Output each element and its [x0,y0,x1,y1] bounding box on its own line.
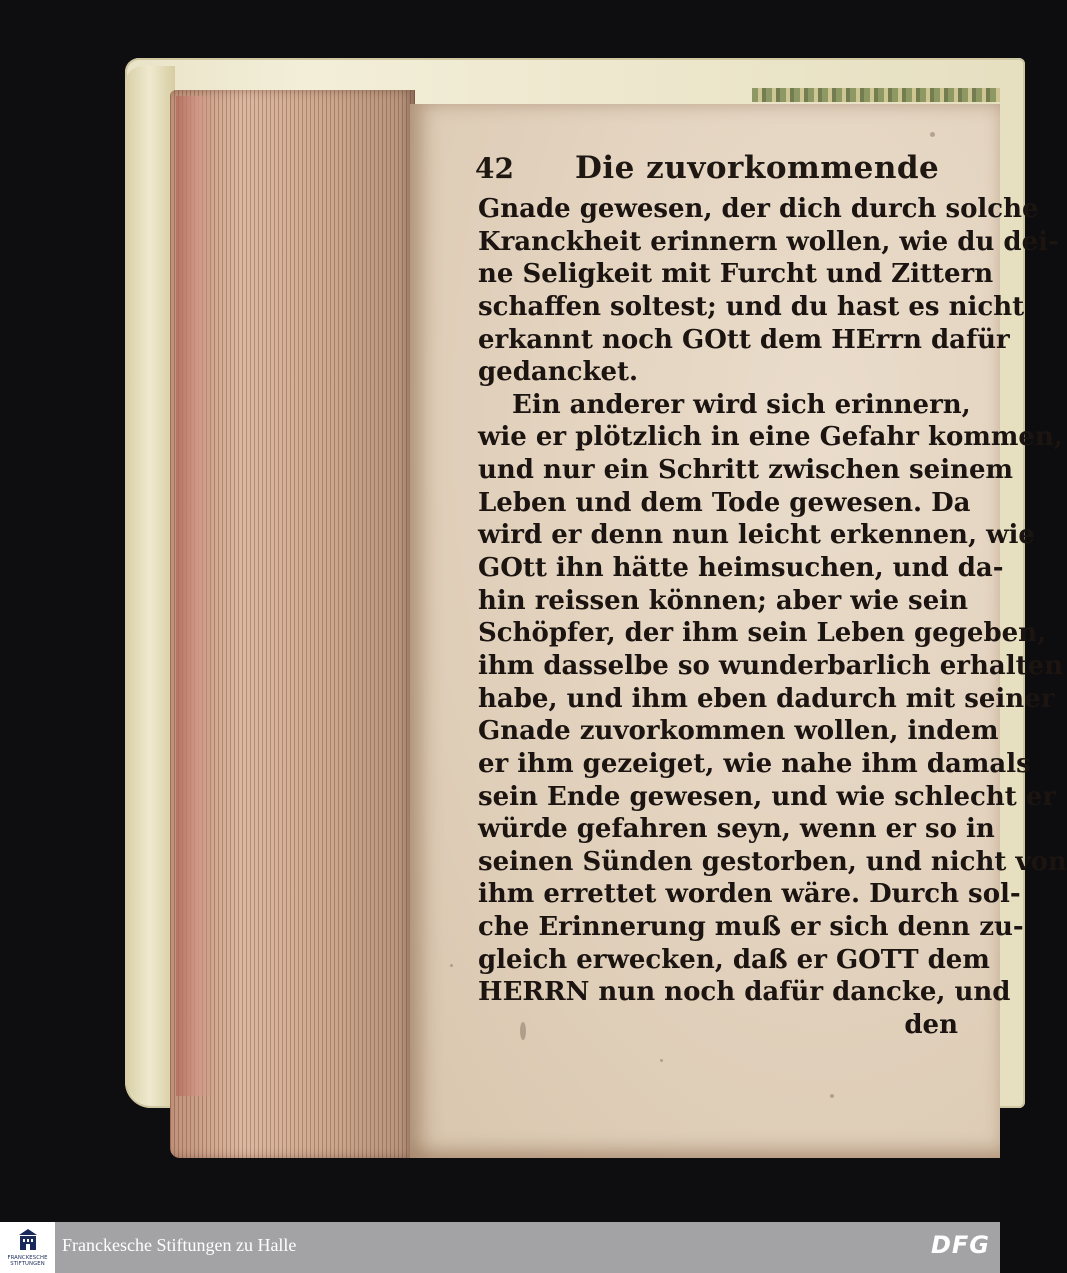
text-line: HERRN nun noch dafür dancke, und [478,977,1011,1008]
text-line: und nur ein Schritt zwischen seinem [478,455,1014,486]
logo-text-line1: FRANCKESCHE [7,1255,48,1261]
text-line: ihm errettet worden wäre. Durch sol- [478,879,1021,910]
text-line: seinen Sünden gestorben, und nicht von [478,846,1067,877]
text-line: hin reissen können; aber wie sein [478,585,969,616]
red-edge-staining [176,96,214,1096]
logo-text [2,1255,53,1267]
page-number: 42 [475,152,514,185]
page-body-text [478,193,1067,1042]
institution-name: Franckesche Stiftungen zu Halle [62,1235,297,1255]
dfg-logo[interactable]: DFG [930,1231,990,1259]
catchword: den [904,1010,958,1041]
page-header [475,152,975,192]
text-line: Gnade gewesen, der dich durch solche [478,194,1039,224]
running-head: Die zuvorkommende [575,150,940,186]
text-line: wird er denn nun leicht erkennen, wie [478,520,1035,551]
text-line: habe, und ihm eben dadurch mit seiner [478,683,1055,714]
text-line: Gnade zuvorkommen wollen, indem [478,716,999,747]
text-line: sein Ende gewesen, und wie schlecht er [478,781,1057,812]
viewer-footer [0,1222,1000,1273]
text-line: che Erinnerung muß er sich denn zu- [478,912,1024,943]
cover-spine [125,66,175,1106]
text-line: Leben und dem Tode gewesen. Da [478,487,971,518]
francke-logo[interactable] [0,1222,55,1273]
text-line: Schöpfer, der ihm sein Leben gegeben, [478,618,1047,649]
text-line: wie er plötzlich in eine Gefahr kommen, [478,422,1063,453]
text-line: würde gefahren seyn, wenn er so in [478,814,995,845]
text-line: ihm dasselbe so wunderbarlich erhalten [478,650,1064,681]
text-line: erkannt noch GOtt dem HErrn dafür [478,324,1010,355]
text-line: gleich erwecken, daß er GOTT dem [478,944,990,975]
paper-speck [450,964,453,967]
text-line: Kranckheit erinnern wollen, wie du dei- [478,226,1059,257]
paper-speck [660,1059,663,1062]
paper-speck [930,132,935,137]
text-line: schaffen soltest; und du hast es nicht [478,291,1025,322]
text-line: ne Seligkeit mit Furcht und Zittern [478,259,994,290]
francke-building-icon [17,1228,39,1252]
paper-speck [830,1094,834,1098]
text-line: gedancket. [478,357,639,388]
text-line: er ihm gezeiget, wie nahe ihm damals [478,748,1031,779]
logo-text-line2: STIFTUNGEN [10,1261,45,1267]
text-line: Ein anderer wird sich erinnern, [512,389,971,420]
text-line: GOtt ihn hätte heimsuchen, und da- [478,553,1004,584]
binding-thread [752,88,1000,102]
